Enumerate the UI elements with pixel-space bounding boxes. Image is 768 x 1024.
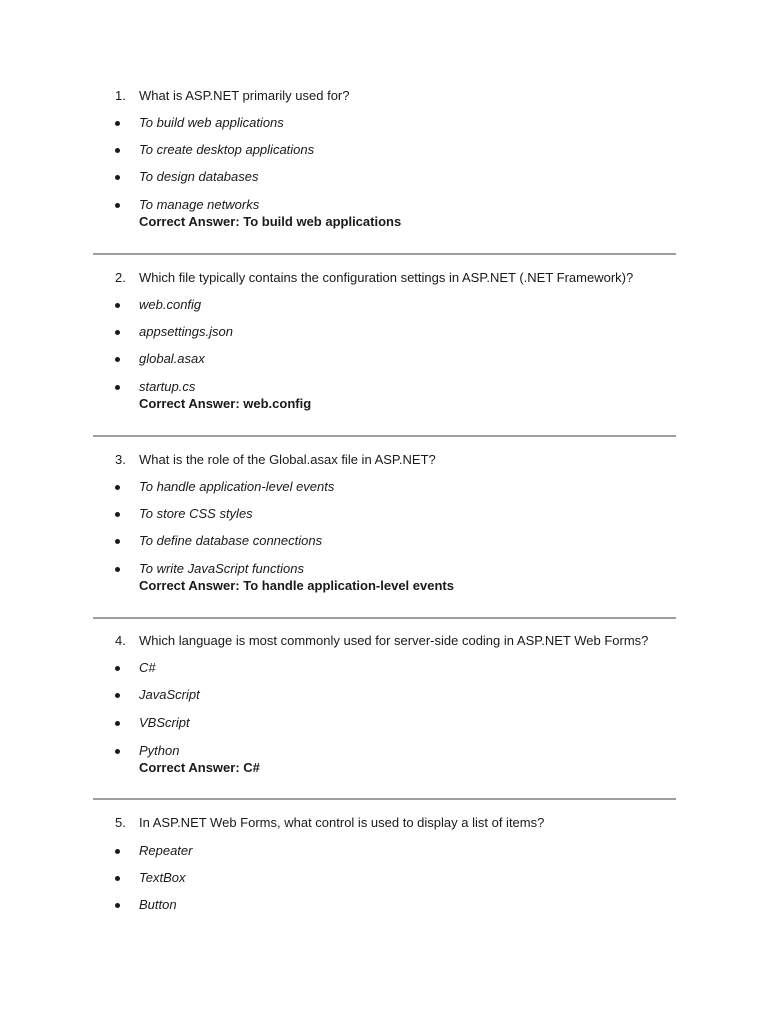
option-item	[0, 842, 768, 860]
bullet-icon	[115, 849, 120, 854]
option-text: VBScript	[139, 715, 190, 730]
section-divider	[93, 253, 676, 255]
question-number: 1.	[115, 88, 126, 103]
section-divider	[93, 435, 676, 437]
option-text: To define database connections	[139, 533, 323, 548]
question-number: 5.	[115, 815, 126, 830]
bullet-icon	[115, 357, 120, 362]
bullet-icon	[115, 330, 120, 335]
question-line	[0, 814, 768, 832]
bullet-icon	[115, 876, 120, 881]
correct-answer: Correct Answer: C#	[139, 760, 260, 775]
option-item	[0, 141, 768, 159]
option-item	[0, 686, 768, 704]
bullet-icon	[115, 539, 120, 544]
option-text: appsettings.json	[139, 324, 233, 339]
bullet-icon	[115, 485, 120, 490]
question-line	[0, 269, 768, 287]
option-text: To build web applications	[139, 115, 284, 130]
bullet-icon	[115, 693, 120, 698]
bullet-icon	[115, 903, 120, 908]
option-text: To handle application-level events	[139, 479, 335, 494]
bullet-icon	[115, 666, 120, 671]
option-text: JavaScript	[139, 687, 200, 702]
question-number: 2.	[115, 270, 126, 285]
option-text: web.config	[139, 297, 202, 312]
question-line	[0, 451, 768, 469]
option-item	[0, 350, 768, 368]
option-text: To write JavaScript functions	[139, 561, 304, 576]
bullet-icon	[115, 303, 120, 308]
option-item	[0, 296, 768, 314]
question-line	[0, 87, 768, 105]
bullet-icon	[115, 749, 120, 754]
question-number: 4.	[115, 633, 126, 648]
question-number: 3.	[115, 452, 126, 467]
option-text: To manage networks	[139, 197, 260, 212]
option-text: Python	[139, 743, 180, 758]
section-divider	[93, 617, 676, 619]
option-item	[0, 505, 768, 523]
option-text: TextBox	[139, 870, 186, 885]
question-text: What is the role of the Global.asax file in ASP.NET?	[139, 452, 436, 467]
option-item	[0, 478, 768, 496]
bullet-icon	[115, 203, 120, 208]
option-item	[0, 659, 768, 677]
section-divider	[93, 798, 676, 800]
option-text: global.asax	[139, 351, 205, 366]
option-item	[0, 114, 768, 132]
bullet-icon	[115, 121, 120, 126]
option-text: Repeater	[139, 843, 193, 858]
option-item	[0, 896, 768, 914]
option-text: C#	[139, 660, 156, 675]
question-text: In ASP.NET Web Forms, what control is used to display a list of items?	[139, 815, 545, 830]
option-text: startup.cs	[139, 379, 196, 394]
option-text: To design databases	[139, 169, 259, 184]
option-text: To create desktop applications	[139, 142, 315, 157]
option-text: To store CSS styles	[139, 506, 253, 521]
option-item	[0, 742, 768, 760]
bullet-icon	[115, 148, 120, 153]
bullet-icon	[115, 512, 120, 517]
option-item	[0, 378, 768, 396]
correct-answer: Correct Answer: To handle application-level events	[139, 578, 454, 593]
option-item	[0, 869, 768, 887]
option-item	[0, 196, 768, 214]
option-item	[0, 323, 768, 341]
bullet-icon	[115, 567, 120, 572]
option-text: Button	[139, 897, 177, 912]
option-item	[0, 714, 768, 732]
question-line	[0, 632, 768, 650]
bullet-icon	[115, 175, 120, 180]
bullet-icon	[115, 385, 120, 390]
question-text: Which file typically contains the configuration settings in ASP.NET (.NET Framework)?	[139, 270, 634, 285]
option-item	[0, 560, 768, 578]
option-item	[0, 168, 768, 186]
correct-answer: Correct Answer: To build web applications	[139, 214, 402, 229]
correct-answer: Correct Answer: web.config	[139, 396, 312, 411]
bullet-icon	[115, 721, 120, 726]
question-text: Which language is most commonly used for server-side coding in ASP.NET Web Forms?	[139, 633, 649, 648]
question-text: What is ASP.NET primarily used for?	[139, 88, 350, 103]
option-item	[0, 532, 768, 550]
